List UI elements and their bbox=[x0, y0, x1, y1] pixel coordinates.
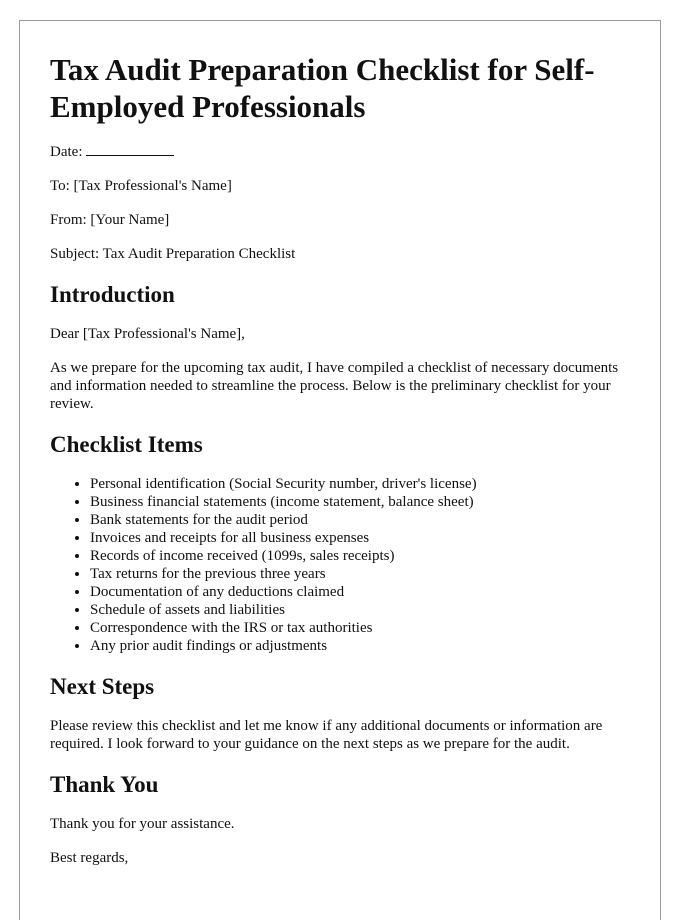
checklist-item: • Business financial statements (income statement, balance sheet) bbox=[90, 493, 630, 511]
letter-page bbox=[19, 20, 661, 920]
checklist-item: • Records of income received (1099s, sales receipts) bbox=[90, 547, 630, 565]
document-title: Tax Audit Preparation Checklist for Self-Employed Professionals bbox=[50, 52, 595, 124]
date-blank-field bbox=[86, 141, 174, 156]
introduction-body: As we prepare for the upcoming tax audit, I have compiled a checklist of necessary documents and information needed to streamline the process. Below is the preliminary checklist for your review. bbox=[50, 360, 619, 412]
signoff-line: Best regards, bbox=[50, 850, 129, 866]
checklist-item: • Bank statements for the audit period bbox=[90, 511, 630, 529]
salutation: Dear [Tax Professional's Name], bbox=[50, 326, 245, 342]
from-line: From: [Your Name] bbox=[50, 212, 170, 228]
introduction-heading: Introduction bbox=[50, 282, 175, 307]
date-label: Date: bbox=[50, 144, 83, 160]
thank-you-heading: Thank You bbox=[50, 772, 159, 797]
checklist-heading: Checklist Items bbox=[50, 432, 203, 457]
to-line: To: [Tax Professional's Name] bbox=[50, 178, 232, 194]
checklist-item: • Invoices and receipts for all business expenses bbox=[90, 529, 630, 547]
checklist-item: • Tax returns for the previous three years bbox=[90, 565, 630, 583]
checklist-item: • Correspondence with the IRS or tax authorities bbox=[90, 619, 630, 637]
subject-line: Subject: Tax Audit Preparation Checklist bbox=[50, 246, 296, 262]
next-steps-heading: Next Steps bbox=[50, 674, 155, 699]
checklist-item: • Personal identification (Social Security number, driver's license) bbox=[90, 475, 630, 493]
checklist-item: • Documentation of any deductions claimed bbox=[90, 583, 630, 601]
next-steps-body: Please review this checklist and let me know if any additional documents or information are required. I look forward to your guidance on the next steps as we prepare for the audit. bbox=[50, 718, 603, 752]
checklist-list bbox=[50, 475, 630, 655]
checklist-item: • Schedule of assets and liabilities bbox=[90, 601, 630, 619]
checklist-item: • Any prior audit findings or adjustments bbox=[90, 637, 630, 655]
thanks-line: Thank you for your assistance. bbox=[50, 816, 235, 832]
date-line bbox=[50, 141, 630, 161]
